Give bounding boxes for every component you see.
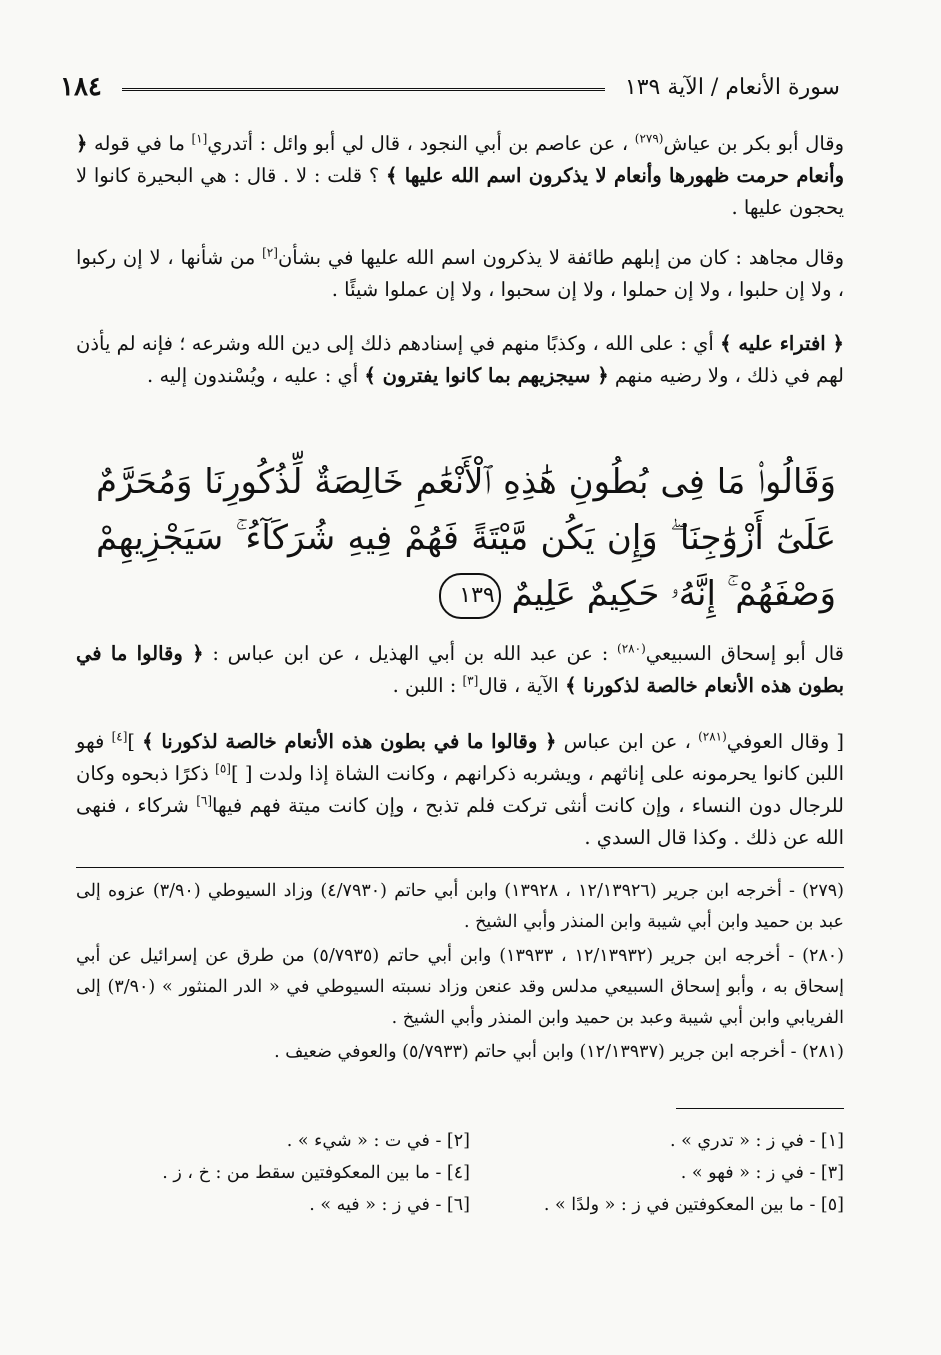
text: وقال مجاهد : كان من إبلهم طائفة لا يذكرون اسم الله عليها في بشأن [277, 246, 844, 269]
text: أي : على الله ، وكذبًا منهم في إسنادهم ذلك إلى دين الله وشرعه ؛ فإنه لم يأذن لهم في ذلك ، ولا رضيه منهم [76, 332, 844, 387]
quran-verse [96, 454, 836, 622]
paragraph-5 [76, 726, 844, 854]
text: ما في قوله [87, 132, 192, 155]
text: ؟ قلت : لا . قال : هي البحيرة كانوا لا يحجون عليها . [76, 164, 844, 219]
footnote-280: (٢٨٠) - أخرجه ابن جرير (١٢/١٣٩٣٢ ، ١٣٩٣٣) وابن أبي حاتم (٥/٧٩٣٥) من طرق عن إسرائيل عن أبي إسحاق به ، وأبو إسحاق السبيعي مدلس وقد عنعن وزاد نسبته السيوطي في « الدر المنثور » (٣/٩٠) إلى الفريابي وابن أبي شيبة وعبد بن حميد وابن المنذر وأبي الشيخ . [76, 946, 844, 1028]
footnote-ref: (٢٨٠) [617, 641, 646, 656]
text: ] [127, 730, 143, 753]
text: فهو اللبن كانوا يحرمونه على إناثهم ، ويشربه ذكرانهم ، وكانت الشاة إذا ولدت [ ] [76, 730, 844, 785]
quran-quote: ﴿ وقالوا ما في بطون هذه الأنعام خالصة لذكورنا ﴾ [76, 642, 844, 697]
page-header [60, 62, 840, 112]
text: وقال أبو بكر بن عياش [663, 132, 845, 155]
text: شركاء ، فنهى الله عن ذلك . وكذا قال السدي . [76, 794, 844, 849]
text: من شأنها ، لا إن ركبوا ، ولا إن حلبوا ، ولا إن حملوا ، ولا إن سحبوا ، ولا إن عملوا شيئًا . [76, 246, 844, 301]
footnote-ref: (٢٧٩) [634, 131, 664, 146]
variant-ref: [٦] [196, 793, 213, 808]
variant-note-6: [٦] - في ز : « فيه » . [309, 1195, 470, 1215]
quran-quote: ﴿ وقالوا ما في بطون هذه الأنعام خالصة لذكورنا ﴾ [142, 730, 557, 753]
quran-quote: ﴿ سيجزيهم بما كانوا يفترون ﴾ [364, 364, 609, 387]
text: الآية ، قال [478, 674, 566, 697]
variant-note-2: [٢] - في ت : « شيء » . [286, 1131, 470, 1151]
footnote-divider [76, 867, 844, 868]
quran-quote: ﴿ وأنعام حرمت ظهورها وأنعام لا يذكرون اسم الله عليها ﴾ [76, 132, 844, 187]
variant-ref: [٣] [462, 673, 479, 688]
variant-notes [96, 1126, 844, 1220]
text: [ وقال العوفي [726, 730, 844, 753]
paragraph-3 [76, 328, 844, 392]
variant-ref: [١] [191, 131, 208, 146]
text: ، عن ابن عباس [556, 730, 699, 753]
variants-divider [676, 1108, 844, 1109]
variant-note-4: [٤] - ما بين المعكوفتين سقط من : خ ، ز . [162, 1163, 470, 1183]
header-rule [122, 88, 605, 91]
variant-note-5: [٥] - ما بين المعكوفتين في ز : « ولدًا » . [543, 1195, 844, 1215]
text: ذكرًا ذبحوه وكان للرجال دون النساء ، وإن كانت أنثى تركت فلم تذبح ، وإن كانت ميتة فهم فيها [76, 762, 844, 817]
footnote-279: (٢٧٩) - أخرجه ابن جرير (١٢/١٣٩٢٦ ، ١٣٩٢٨) وابن أبي حاتم (٤/٧٩٣٠) وزاد السيوطي (٣/٩٠) عزوه إلى عبد بن حميد وابن أبي شيبة وابن المنذر وأبي الشيخ . [76, 881, 844, 932]
text: أي : عليه ، ويُسْندون إليه . [147, 364, 365, 387]
paragraph-1 [76, 128, 844, 224]
text: ، عن عاصم بن أبي النجود ، قال لي أبو وائل : أتدري [207, 132, 635, 155]
verse-text: وَقَالُوا۟ مَا فِى بُطُونِ هَٰذِهِ ٱلْأَنْعَٰمِ خَالِصَةٌ لِّذُكُورِنَا وَمُحَرَّمٌ عَلَىٰٓ أَزْوَٰجِنَا ۖ وَإِن يَكُن مَّيْتَةً فَهُمْ فِيهِ شُرَكَآءُ ۚ سَيَجْزِيهِمْ وَصْفَهُمْ ۚ إِنَّهُۥ حَكِيمٌ عَلِيمٌ [96, 462, 836, 614]
text: : اللبن . [392, 674, 463, 697]
variant-note-3: [٣] - في ز : « فهو » . [680, 1163, 844, 1183]
paragraph-2 [76, 242, 844, 306]
footnotes [76, 876, 844, 1071]
text: قال أبو إسحاق السبيعي [645, 642, 844, 665]
variant-ref: [٥] [215, 761, 231, 776]
ayah-number-mark: ١٣٩ [439, 573, 501, 619]
variant-note-1: [١] - في ز : « تدري » . [670, 1131, 844, 1151]
page-number: ١٨٤ [60, 72, 102, 102]
footnote-ref: (٢٨١) [698, 729, 727, 744]
footnote-281: (٢٨١) - أخرجه ابن جرير (١٢/١٣٩٣٧) وابن أبي حاتم (٥/٧٩٣٣) والعوفي ضعيف . [274, 1042, 844, 1062]
chapter-title: سورة الأنعام / الآية ١٣٩ [624, 74, 840, 100]
text: : عن عبد الله بن أبي الهذيل ، عن ابن عباس : [203, 642, 618, 665]
paragraph-4 [76, 638, 844, 702]
variant-ref: [٢] [262, 245, 278, 260]
variant-ref: [٤] [111, 729, 128, 744]
quran-quote: ﴿ افتراء عليه ﴾ [720, 332, 844, 355]
